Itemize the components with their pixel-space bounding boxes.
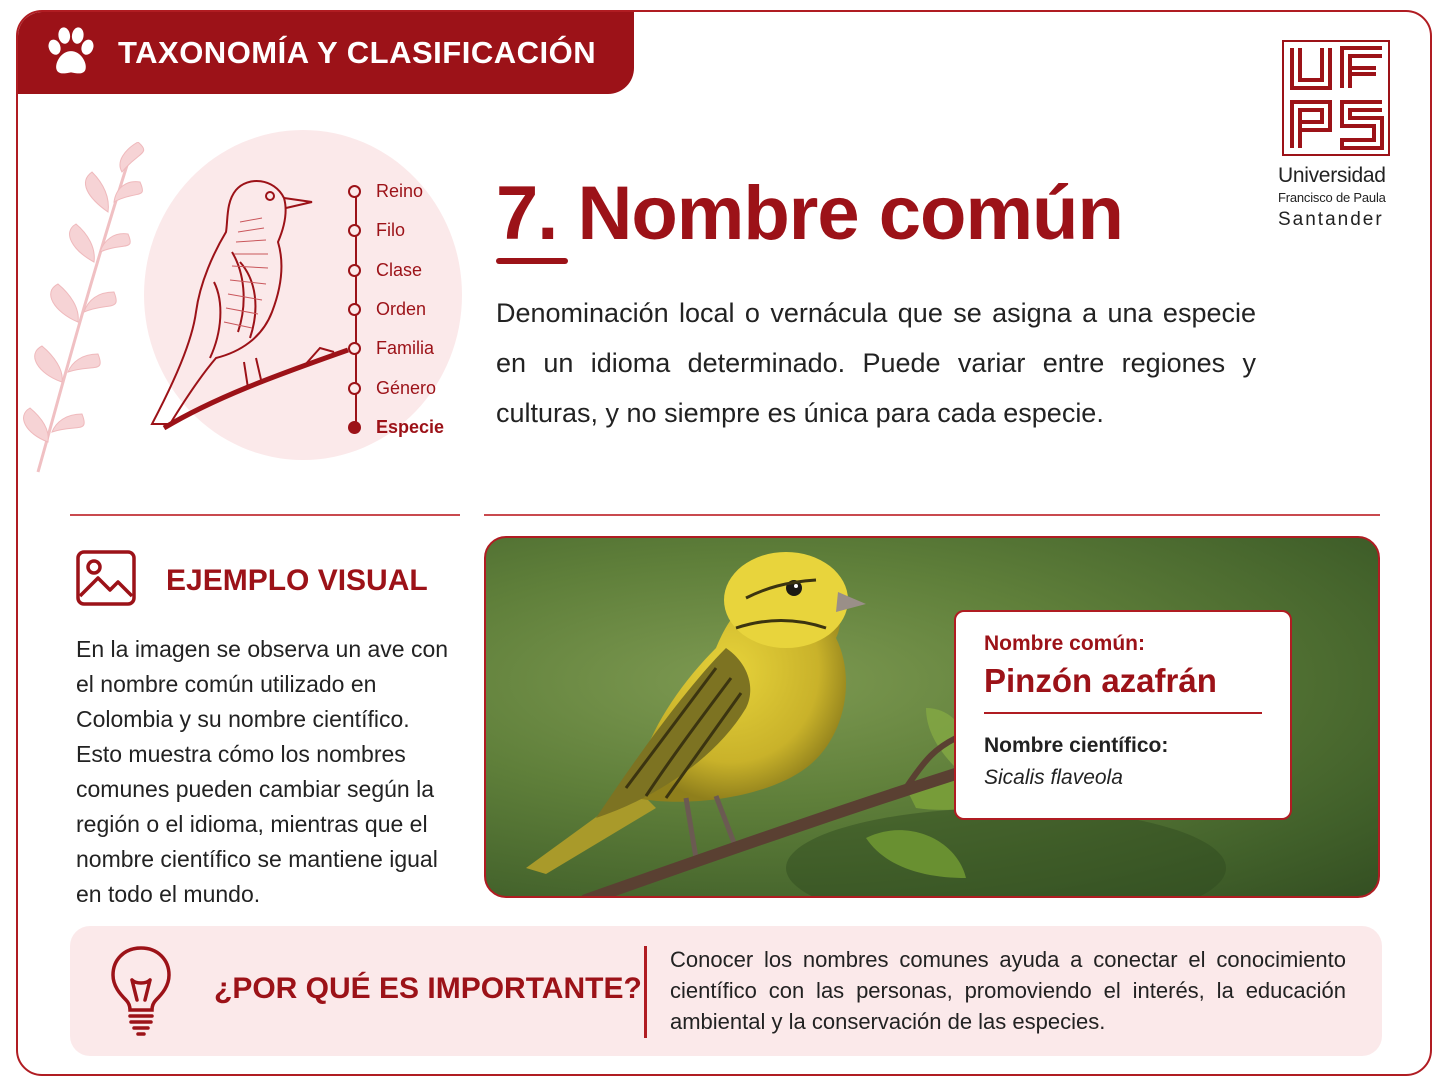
importance-title: ¿POR QUÉ ES IMPORTANTE? [214, 972, 642, 1005]
example-title: EJEMPLO VISUAL [166, 564, 428, 597]
info-divider [984, 712, 1262, 714]
page-title: 7. Nombre común [496, 171, 1123, 256]
importance-separator [644, 946, 647, 1038]
rank-label: Clase [376, 259, 423, 280]
header-title: TAXONOMÍA Y CLASIFICACIÓN [118, 35, 597, 70]
rank-label: Familia [376, 338, 435, 359]
rank-label-active: Especie [376, 416, 445, 437]
rank-label: Orden [376, 299, 427, 320]
rank-label: Filo [376, 220, 406, 241]
rank-item [348, 368, 444, 407]
rank-item [348, 329, 444, 368]
header-tab [18, 12, 634, 94]
rank-dot [348, 342, 361, 355]
image-icon [76, 550, 136, 606]
ufps-logo-mark [1282, 40, 1390, 156]
page-description: Denominación local o vernácula que se asigna a una especie en un idioma determinado. Puede variar entre regiones y culturas, y no siempre es única para cada especie. [496, 298, 1256, 428]
logo-line-universidad: Universidad [1278, 164, 1386, 187]
decorative-leaves-icon [18, 142, 158, 482]
scientific-name-label: Nombre científico: [984, 734, 1169, 757]
lightbulb-icon [108, 944, 174, 1038]
example-text: En la imagen se observa un ave con el nombre común utilizado en Colombia y su nombre científico. Esto muestra cómo los nombres comunes pueden cambiar según la región o el idioma, mientras que el nombre científico se mantiene igual en todo el mundo. [76, 636, 449, 907]
rank-dot [348, 185, 361, 198]
scientific-name-value: Sicalis flaveola [984, 766, 1123, 789]
common-name-value: Pinzón azafrán [984, 662, 1217, 699]
rank-item [348, 172, 444, 211]
divider-left [70, 514, 460, 516]
importance-box [70, 926, 1382, 1056]
paw-icon [42, 24, 100, 82]
rank-dot [348, 382, 361, 395]
name-info-box [954, 610, 1292, 820]
university-logo [1278, 40, 1398, 231]
rank-item [348, 211, 444, 250]
title-underline [496, 258, 568, 264]
rank-item-active [348, 408, 444, 447]
rank-dot [348, 303, 361, 316]
rank-dot [348, 224, 361, 237]
common-name-label: Nombre común: [984, 632, 1146, 655]
logo-line-santander: Santander [1278, 209, 1384, 230]
rank-label: Reino [376, 181, 424, 202]
rank-item [348, 251, 444, 290]
bird-photo [484, 536, 1380, 898]
importance-text: Conocer los nombres comunes ayuda a conectar el conocimiento científico con las personas, promoviendo el interés, la educación ambiental y la conservación de las especies. [670, 947, 1346, 1034]
divider-right [484, 514, 1380, 516]
infographic-card [16, 10, 1432, 1076]
taxonomy-rank-list [348, 172, 444, 447]
logo-line-francisco: Francisco de Paula [1278, 190, 1386, 205]
rank-label: Género [376, 377, 437, 398]
bird-sketch-icon [144, 162, 354, 432]
rank-item [348, 290, 444, 329]
rank-dot [348, 264, 361, 277]
rank-dot-active [348, 421, 361, 434]
